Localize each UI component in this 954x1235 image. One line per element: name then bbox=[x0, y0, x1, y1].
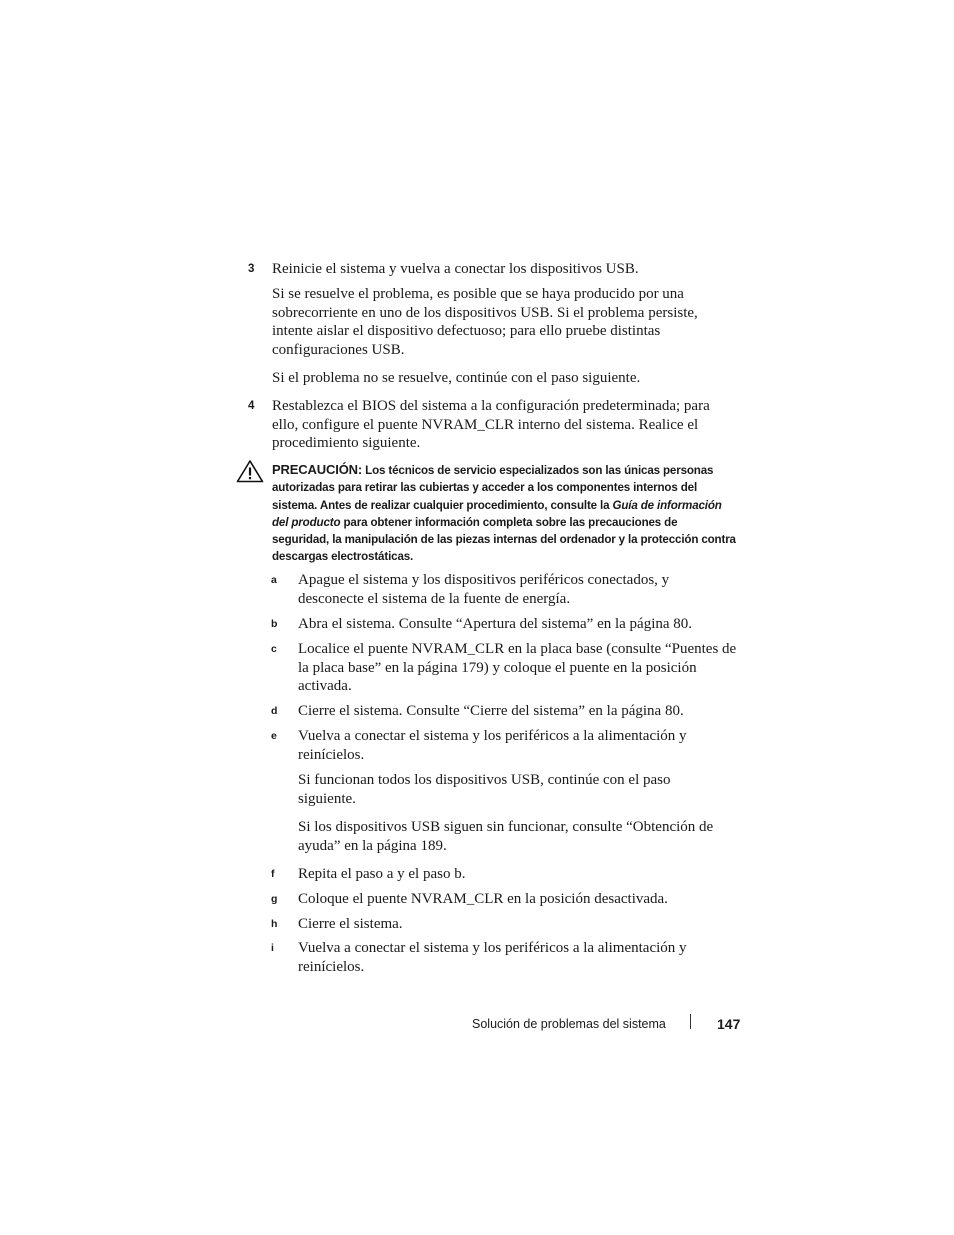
substep-letter-g: g bbox=[271, 893, 278, 905]
step-3-paragraph-2: Si el problema no se resuelve, continúe con el paso siguiente. bbox=[272, 370, 641, 386]
substep-letter-h: h bbox=[271, 918, 278, 930]
substep-e-text: Vuelva a conectar el sistema y los periféricos a la alimentación y reinícielos. bbox=[298, 728, 687, 763]
substep-e-paragraph-1: Si funcionan todos los dispositivos USB, continúe con el paso siguiente. bbox=[298, 772, 671, 807]
caution-guide-title: Guía de información del producto bbox=[272, 498, 722, 529]
substep-e-paragraph-2: Si los dispositivos USB siguen sin funcionar, consulte “Obtención de ayuda” en la página 189. bbox=[298, 819, 714, 854]
footer-section-title: Solución de problemas del sistema bbox=[472, 1017, 666, 1031]
caution-text-2: para obtener información completa sobre las precauciones de seguridad, la manipulación de las piezas internas del ordenador y la protección contra descargas electrostáticas. bbox=[272, 515, 736, 564]
substep-c-text: Localice el puente NVRAM_CLR en la placa base (consulte “Puentes de la placa base” en la página 179) y coloque el puente en la posición activada. bbox=[298, 641, 737, 695]
substep-letter-i: i bbox=[271, 942, 274, 954]
step-4-text: Restablezca el BIOS del sistema a la configuración predeterminada; para ello, configure el puente NVRAM_CLR interno del sistema. Realice el procedimiento siguiente. bbox=[272, 398, 710, 452]
warning-triangle-icon bbox=[236, 459, 264, 483]
step-number-3: 3 bbox=[248, 263, 255, 275]
step-3-text: Reinicie el sistema y vuelva a conectar los dispositivos USB. bbox=[272, 261, 639, 277]
substep-letter-b: b bbox=[271, 618, 278, 630]
page-number: 147 bbox=[717, 1016, 741, 1032]
substep-letter-c: c bbox=[271, 643, 277, 655]
caution-notice bbox=[272, 461, 737, 566]
substep-d-text: Cierre el sistema. Consulte “Cierre del sistema” en la página 80. bbox=[298, 703, 684, 719]
step-number-4: 4 bbox=[248, 400, 255, 412]
substep-letter-a: a bbox=[271, 574, 277, 586]
substep-letter-f: f bbox=[271, 868, 275, 880]
substep-g-text: Coloque el puente NVRAM_CLR en la posición desactivada. bbox=[298, 891, 668, 907]
caution-text-1: Los técnicos de servicio especializados son las únicas personas autorizadas para retirar las cubiertas y acceder a los componentes internos del sistema. Antes de realizar cualquier procedimiento, consulte la bbox=[272, 464, 714, 512]
substep-f-text: Repita el paso a y el paso b. bbox=[298, 866, 466, 882]
substep-h-text: Cierre el sistema. bbox=[298, 916, 403, 932]
caution-label: PRECAUCIÓN: bbox=[272, 462, 363, 477]
footer-separator bbox=[690, 1014, 691, 1029]
substep-letter-e: e bbox=[271, 730, 277, 742]
substep-b-text: Abra el sistema. Consulte “Apertura del sistema” en la página 80. bbox=[298, 616, 693, 632]
substep-i-text: Vuelva a conectar el sistema y los periféricos a la alimentación y reinícielos. bbox=[298, 940, 687, 975]
substep-a-text: Apague el sistema y los dispositivos periféricos conectados, y desconecte el sistema de la fuente de energía. bbox=[298, 572, 670, 607]
step-3-paragraph-1: Si se resuelve el problema, es posible que se haya producido por una sobrecorriente en uno de los dispositivos USB. Si el problema persiste, intente aislar el dispositivo defectuoso; para ello pruebe distintas configuraciones USB. bbox=[272, 286, 698, 358]
substep-letter-d: d bbox=[271, 705, 278, 717]
